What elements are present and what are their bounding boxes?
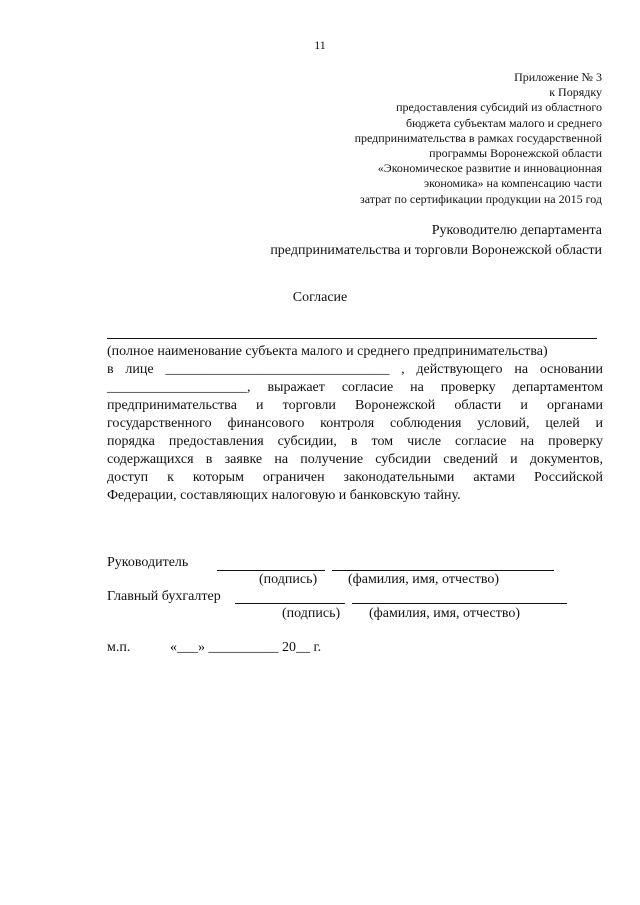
accountant-name-caption: (фамилия, имя, отчество)	[369, 606, 521, 621]
date-open-quote: «	[170, 640, 177, 655]
appendix-line: программы Воронежской области	[429, 146, 602, 161]
document-title: Согласие	[292, 290, 348, 305]
consent-line-3: государственного финансового контроля соблюдения условий, целей и	[107, 416, 603, 431]
full-name-blank-line	[107, 338, 597, 339]
year-suffix: г.	[313, 640, 322, 655]
director-name-caption: (фамилия, имя, отчество)	[348, 572, 500, 587]
addressee-line: Руководителю департамента	[431, 223, 602, 238]
date-day-blank: ___	[177, 640, 198, 655]
addressee-line: предпринимательства и торговли Воронежской области	[270, 243, 602, 258]
consent-line-6: доступ к которым ограничен законодательными актами Российской	[107, 470, 603, 485]
appendix-header	[355, 70, 602, 207]
full-name-caption: (полное наименование субъекта малого и среднего предпринимательства)	[107, 344, 548, 359]
in-person-suffix: , действующего на основании	[401, 362, 603, 377]
consent-line-2: предпринимательства и торговли Воронежской области и органами	[107, 398, 603, 413]
appendix-line: Приложение № 3	[514, 70, 602, 84]
stamp-place-label: м.п.	[107, 640, 131, 655]
addressee-block	[270, 221, 602, 261]
director-label: Руководитель	[107, 555, 189, 570]
consent-line-4: порядка предоставления субсидии, в том числе согласие на проверку	[107, 434, 603, 449]
consent-line-7: Федерации, составляющих налоговую и банковскую тайну.	[107, 488, 461, 503]
appendix-line: предоставления субсидий из областного	[396, 100, 602, 115]
year-blank: __	[296, 640, 310, 655]
accountant-name-line	[352, 603, 567, 604]
appendix-line: к Порядку	[549, 85, 602, 100]
appendix-line: бюджета субъектам малого и среднего	[405, 115, 602, 130]
in-person-line	[107, 361, 603, 379]
date-month-blank: __________	[208, 640, 279, 655]
director-signature-line	[217, 570, 325, 571]
page-number: 11	[314, 38, 326, 52]
date-field	[170, 640, 321, 656]
in-person-prefix: в лице	[107, 362, 154, 377]
appendix-line: экономика» на компенсацию части	[423, 176, 602, 191]
in-person-blank: ________________________________	[165, 362, 390, 377]
accountant-signature-caption: (подпись)	[282, 606, 341, 621]
appendix-line: «Экономическое развитие и инновационная	[377, 161, 602, 176]
consent-line-1	[107, 379, 603, 397]
date-close-quote: »	[198, 640, 205, 655]
basis-blank: ____________________	[107, 380, 247, 395]
director-name-line	[332, 570, 554, 571]
year-prefix: 20	[282, 640, 296, 655]
accountant-label: Главный бухгалтер	[107, 589, 221, 604]
accountant-signature-line	[235, 603, 345, 604]
consent-line-5: содержащихся в заявке на получение субсидии сведений и документов,	[107, 452, 603, 467]
director-signature-caption: (подпись)	[259, 572, 318, 587]
appendix-line: затрат по сертификации продукции на 2015 год	[360, 191, 602, 206]
appendix-line: предпринимательства в рамках государственной	[354, 130, 602, 145]
consent-text: , выражает согласие на проверку департаментом	[247, 380, 603, 395]
